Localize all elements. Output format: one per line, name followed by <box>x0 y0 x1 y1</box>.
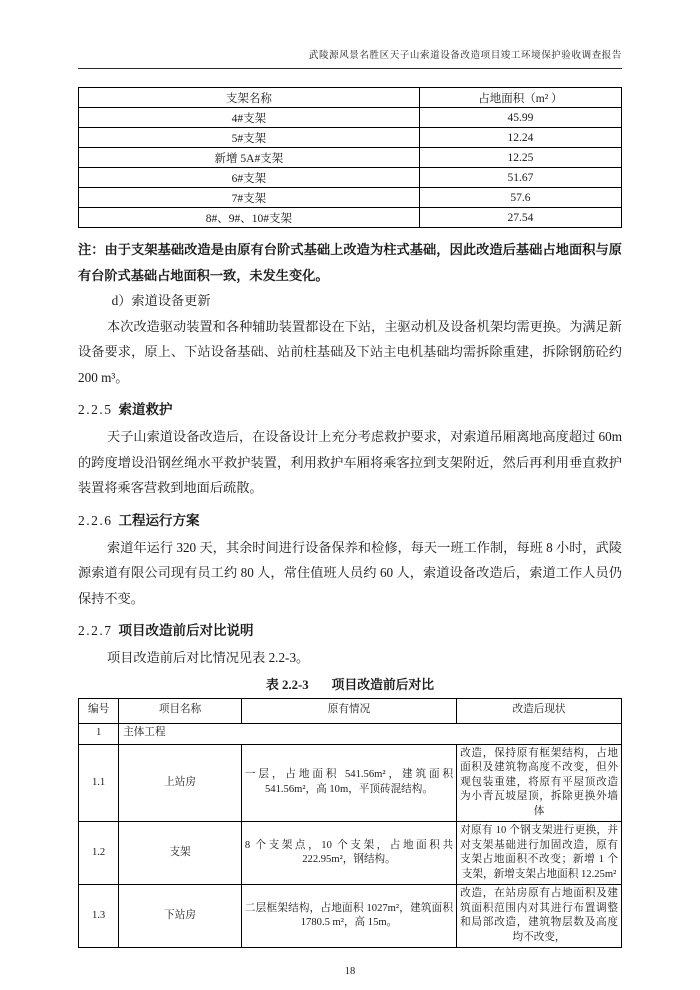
support-area-table <box>78 87 622 228</box>
table-row <box>79 108 622 128</box>
list-item-d: d）索道设备更新 <box>111 293 211 308</box>
table-row <box>79 208 622 228</box>
section-row <box>79 723 622 744</box>
running-header-text: 武陵源风景名胜区天子山索道设备改造项目竣工环境保护验收调查报告 <box>308 51 622 61</box>
support-name-cell: 5#支架 <box>79 128 420 148</box>
section-name-cell: 主体工程 <box>119 723 622 744</box>
table-row <box>79 128 622 148</box>
area-cell: 57.6 <box>419 188 621 208</box>
support-name-cell: 4#支架 <box>79 108 420 128</box>
table-row <box>79 885 622 948</box>
table-caption <box>78 677 622 694</box>
col-header-after: 改造后现状 <box>457 698 622 723</box>
paragraph-operation: 索道年运行 320 天，其余时间进行设备保养和检修，每天一班工作制，每班 8 小时，武陵源索道有限公司现有员工约 80 人，常住值班人员约 60 人，索道设备改造后，索道工作人员仍保持不变。 <box>78 539 622 606</box>
support-name-cell: 8#、9#、10#支架 <box>79 208 420 228</box>
area-cell: 12.24 <box>419 128 621 148</box>
page-number: 18 <box>344 966 356 977</box>
row-id-cell: 1 <box>79 723 119 744</box>
area-cell: 27.54 <box>419 208 621 228</box>
row-id-cell: 1.2 <box>79 822 119 885</box>
before-cell: 8 个支架点，10 个支架，占地面积共 222.95m²，钢结构。 <box>241 822 456 885</box>
table-header-row <box>79 698 622 723</box>
col-header-id: 编号 <box>79 698 119 723</box>
table-row <box>79 822 622 885</box>
after-cell: 改造，在站房原有占地面积及建筑面积范围内对其进行布置调整和局部改造，建筑物层数及高度均不改变， <box>457 885 622 948</box>
table-caption-title: 项目改造前后对比 <box>331 677 435 692</box>
paragraph-comparison-intro: 项目改造前后对比情况见表 2.2-3。 <box>107 650 310 665</box>
section-number: 2.2.6 <box>78 512 113 528</box>
section-title: 工程运行方案 <box>118 512 200 528</box>
support-name-cell: 新增 5A#支架 <box>79 148 420 168</box>
area-cell: 51.67 <box>419 168 621 188</box>
project-name-cell: 上站房 <box>119 744 242 822</box>
row-id-cell: 1.3 <box>79 885 119 948</box>
table-row <box>79 148 622 168</box>
area-cell: 45.99 <box>419 108 621 128</box>
paragraph-equipment-update: 本次改造驱动装置和各种辅助装置都设在下站，主驱动机及设备机架均需更换。为满足新设备要求，原上、下站设备基础、站前柱基础及下站主电机基础均需拆除重建，拆除钢筋砼约 200 m³。 <box>78 318 622 385</box>
before-cell: 二层框架结构，占地面积 1027m²，建筑面积 1780.5 m²，高 15m。 <box>241 885 456 948</box>
section-title: 项目改造前后对比说明 <box>118 623 254 638</box>
paragraph-rescue: 天子山索道设备改造后，在设备设计上充分考虑救护要求，对索道吊厢离地高度超过 60m 的跨度增设沿钢丝绳水平救护装置，利用救护车厢将乘客拉到支架附近，然后再利用垂直救护装置将乘客营救到地面后疏散。 <box>78 429 622 495</box>
section-heading-227 <box>78 618 622 643</box>
section-number: 2.2.5 <box>78 402 113 417</box>
running-header <box>78 50 622 69</box>
area-cell: 12.25 <box>419 148 621 168</box>
col-header-name: 项目名称 <box>119 698 242 723</box>
after-cell: 对原有 10 个钢支架进行更换，并对支架基础进行加固改造，原有支架占地面积不改变；新增 1 个支架，新增支架占地面积 12.25m² <box>457 822 622 885</box>
row-id-cell: 1.1 <box>79 744 119 822</box>
table-row <box>79 188 622 208</box>
table-row <box>79 744 622 822</box>
support-name-cell: 7#支架 <box>79 188 420 208</box>
project-name-cell: 支架 <box>119 822 242 885</box>
table-header-row <box>79 88 622 108</box>
support-name-cell: 6#支架 <box>79 168 420 188</box>
table-note: 注：由于支架基础改造是由原有台阶式基础上改造为柱式基础，因此改造后基础占地面积与原有台阶式基础占地面积一致，未发生变化。 <box>78 242 622 283</box>
table-row <box>79 168 622 188</box>
section-heading-226 <box>78 508 622 533</box>
project-name-cell: 下站房 <box>119 885 242 948</box>
col-header-before: 原有情况 <box>241 698 456 723</box>
section-number: 2.2.7 <box>78 623 113 638</box>
after-cell: 改造，保持原有框架结构，占地面积及建筑物高度不改变，但外观包装重建，将原有平屋顶改造为小青瓦坡屋顶，拆除更换外墙体 <box>457 744 622 822</box>
col-header-area: 占地面积（m² ） <box>419 88 621 108</box>
section-title: 索道救护 <box>118 402 173 417</box>
table-caption-label: 表 2.2-3 <box>265 677 309 692</box>
col-header-support-name: 支架名称 <box>79 88 420 108</box>
before-cell: 一层，占地面积 541.56m²，建筑面积 541.56m²，高 10m，平顶砖混结构。 <box>241 744 456 822</box>
section-heading-225 <box>78 397 622 422</box>
comparison-table <box>78 698 622 949</box>
